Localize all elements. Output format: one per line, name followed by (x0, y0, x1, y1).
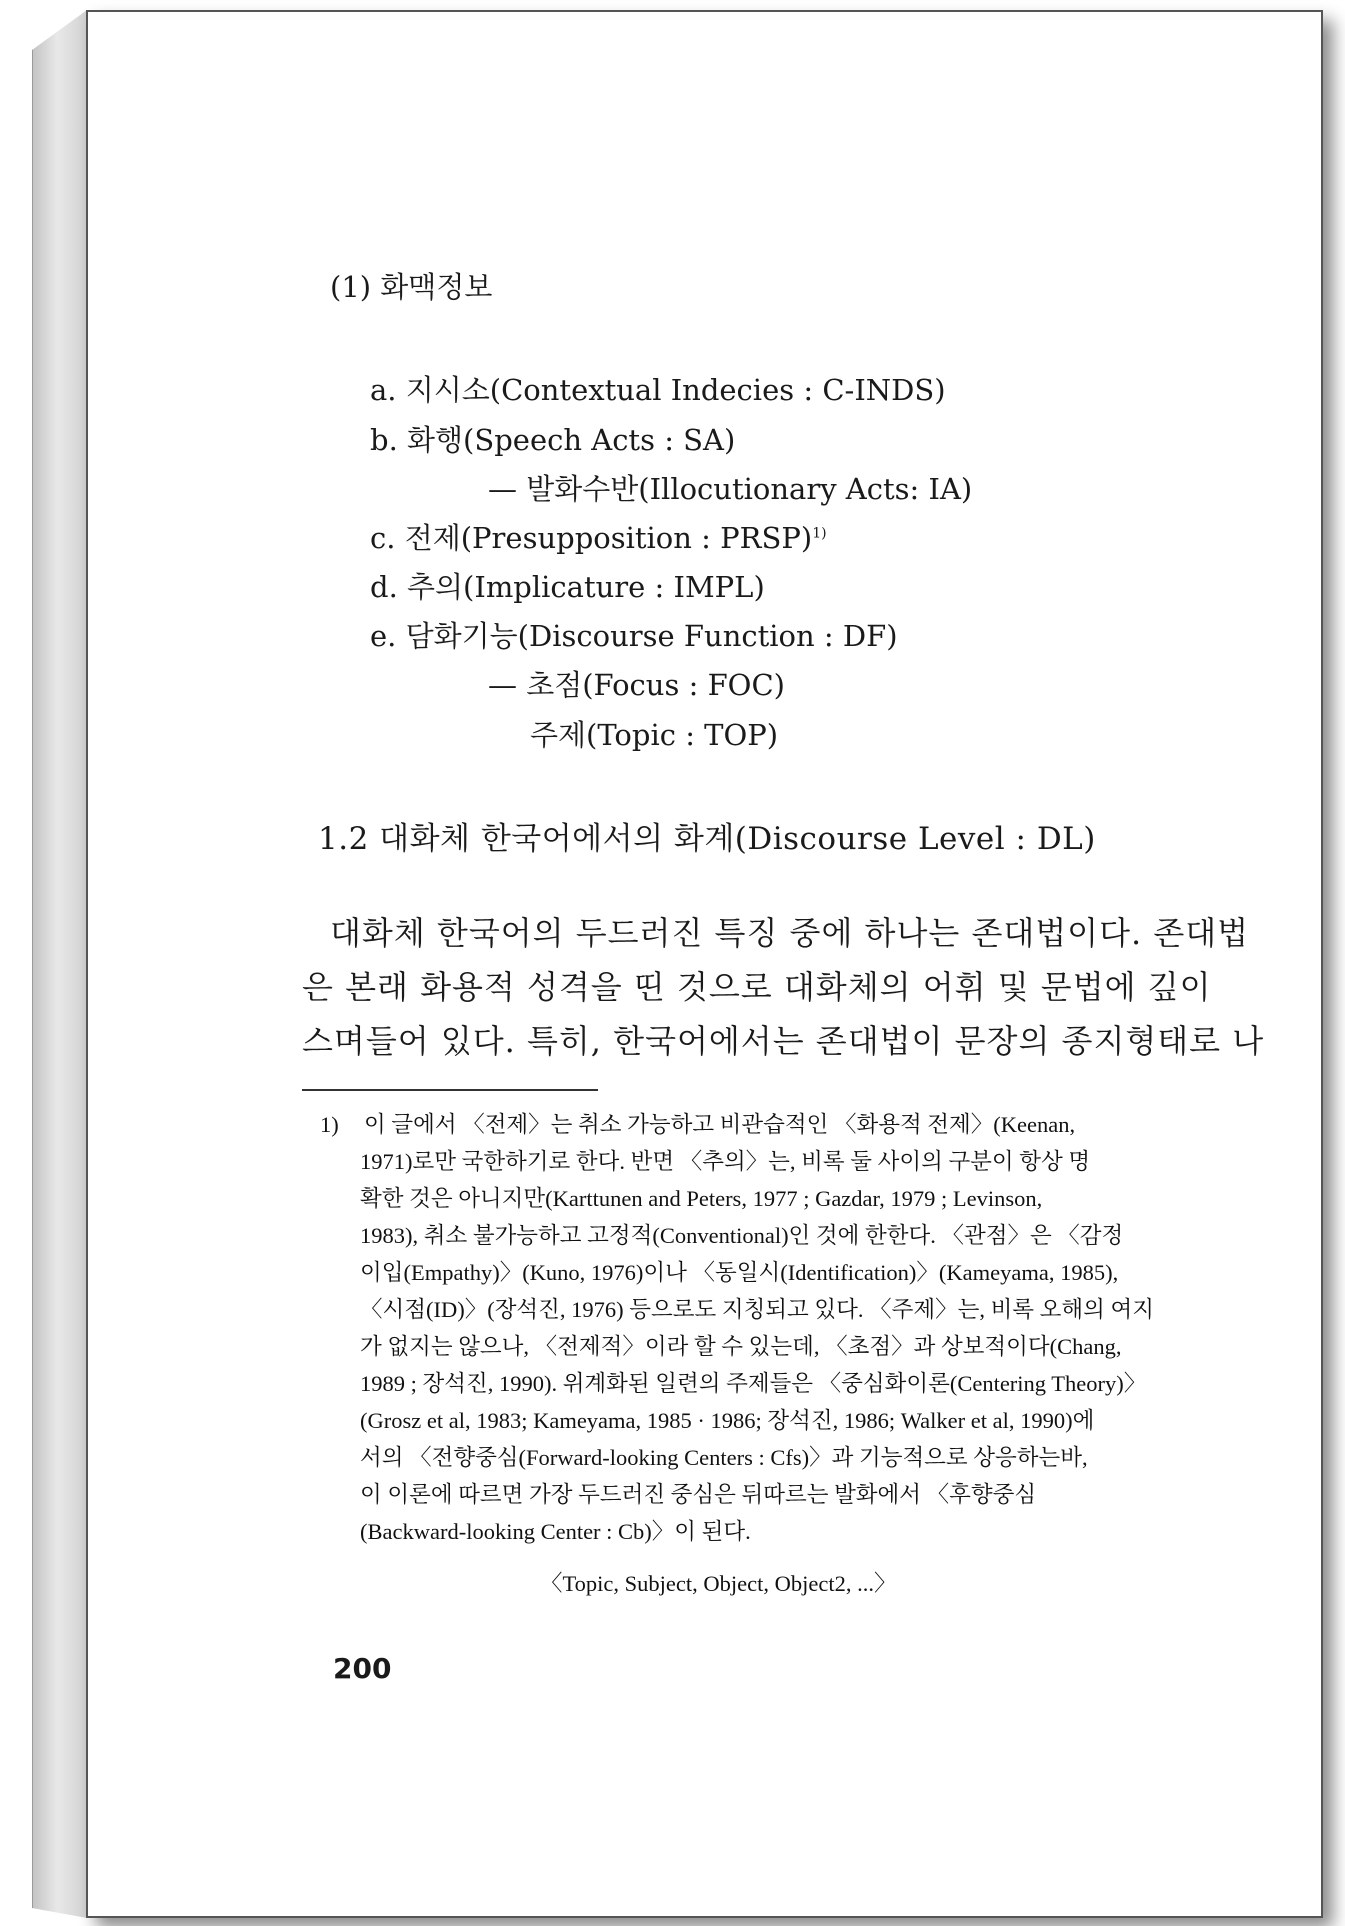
footnote-line: 1983), 취소 불가능하고 고정적(Conventional)인 것에 한한다. 〈관점〉은 〈감정 (360, 1223, 1124, 1248)
footnote-line: 〈시점(ID)〉(장석진, 1976) 등으로도 지칭되고 있다. 〈주제〉는, 비록 오해의 여지 (360, 1297, 1154, 1322)
item-text: 주제(Topic : TOP) (530, 718, 779, 752)
footnote-line: (Backward-looking Center : Cb)〉이 된다. (360, 1519, 751, 1544)
list-item (370, 565, 765, 606)
section-heading: 1.2 대화체 한국어에서의 화계(Discourse Level : DL) (318, 821, 1096, 857)
item-label: a. (370, 373, 397, 407)
subsection-heading: (1) 화맥정보 (330, 270, 493, 304)
footnote-marker: 1) (812, 525, 827, 542)
list-subitem (488, 663, 785, 704)
book-spine (32, 10, 87, 1918)
item-text: 지시소(Contextual Indecies : C-INDS) (405, 373, 946, 407)
footnote-line: 확한 것은 아니지만(Karttunen and Peters, 1977 ; Gazdar, 1979 ; Levinson, (360, 1186, 1043, 1211)
list-subitem (530, 713, 778, 754)
footnote-number: 1) (320, 1112, 339, 1137)
item-text: 추의(Implicature : IMPL) (407, 570, 765, 604)
footnote-line: 이 글에서 〈전제〉는 취소 가능하고 비관습적인 〈화용적 전제〉(Keenan, (364, 1112, 1076, 1137)
item-text: — 초점(Focus : FOC) (488, 668, 785, 702)
footnote-line: (Grosz et al, 1983; Kameyama, 1985 · 1986; 장석진, 1986; Walker et al, 1990)에 (360, 1408, 1095, 1433)
footnote-ordering: 〈Topic, Subject, Object, Object2, ...〉 (540, 1571, 897, 1596)
footnote-line: 가 없지는 않으나, 〈전제적〉이라 할 수 있는데, 〈초점〉과 상보적이다(Chang, (360, 1334, 1122, 1359)
page-number: 200 (333, 1652, 392, 1685)
footnote-line: 1971)로만 국한하기로 한다. 반면 〈추의〉는, 비록 둘 사이의 구분이 항상 명 (360, 1149, 1091, 1174)
list-item (370, 418, 735, 459)
list-item (370, 516, 827, 557)
item-label: d. (370, 570, 398, 604)
item-text: 화행(Speech Acts : SA) (407, 423, 736, 457)
item-text: 전제(Presupposition : PRSP) (404, 521, 813, 555)
item-text: — 발화수반(Illocutionary Acts: IA) (488, 472, 973, 506)
footnote-divider (302, 1089, 598, 1091)
footnote-line: 서의 〈전향중심(Forward-looking Centers : Cfs)〉과 기능적으로 상응하는바, (360, 1445, 1088, 1470)
item-label: c. (370, 521, 396, 555)
footnote-line: 이 이론에 따르면 가장 두드러진 중심은 뒤따르는 발화에서 〈후향중심 (360, 1482, 1037, 1507)
item-label: b. (370, 423, 398, 457)
list-item (370, 614, 898, 655)
item-label: e. (370, 619, 397, 653)
footnote-line: 1989 ; 장석진, 1990). 위계화된 일련의 주제들은 〈중심화이론(Centering Theory)〉 (360, 1371, 1147, 1396)
footnote-line: 이입(Empathy)〉(Kuno, 1976)이나 〈동일시(Identification)〉(Kameyama, 1985), (360, 1260, 1119, 1285)
list-subitem (488, 467, 972, 508)
list-item (370, 368, 946, 409)
paragraph-line: 대화체 한국어의 두드러진 특징 중에 하나는 존대법이다. 존대법 (330, 914, 1250, 952)
paragraph-line: 은 본래 화용적 성격을 띤 것으로 대화체의 어휘 및 문법에 깊이 (302, 968, 1212, 1006)
item-text: 담화기능(Discourse Function : DF) (405, 619, 898, 653)
paragraph-line: 스며들어 있다. 특히, 한국어에서는 존대법이 문장의 종지형태로 나 (302, 1022, 1265, 1060)
